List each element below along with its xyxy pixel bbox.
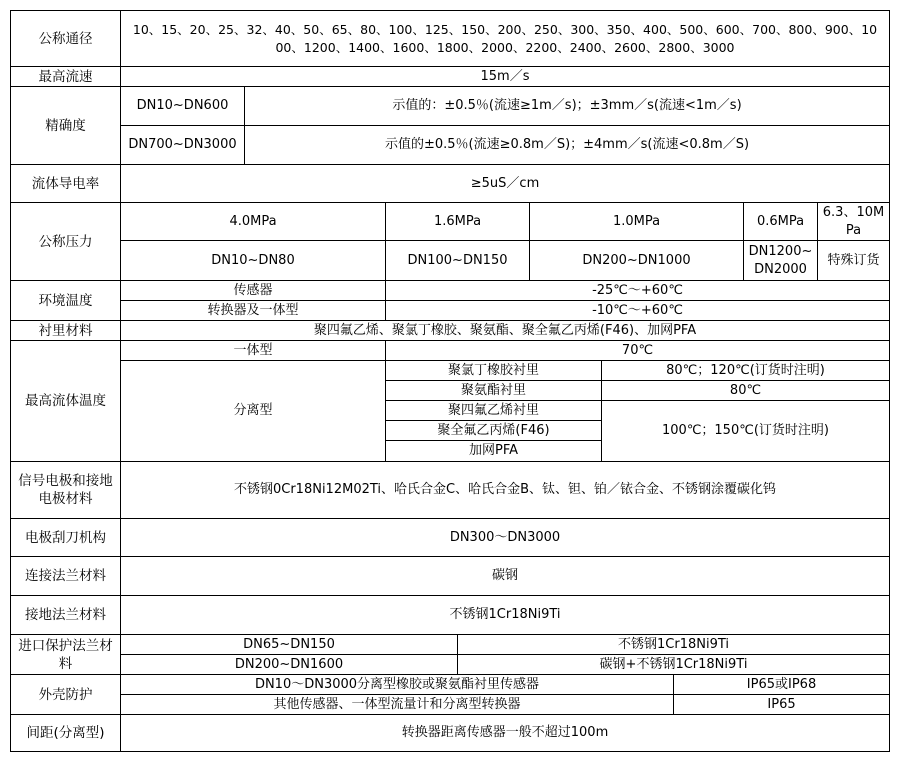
- distance-value: 转换器距离传感器一般不超过100m: [121, 715, 890, 752]
- separate-type: 分离型: [121, 361, 386, 462]
- ground-flange-material-value: 不锈钢1Cr18Ni9Ti: [121, 596, 890, 635]
- enclosure-item-1: DN10～DN3000分离型橡胶或聚氨酯衬里传感器: [121, 675, 674, 695]
- inlet-flange-range-1: DN65~DN150: [121, 635, 458, 655]
- accuracy-value-1: 示值的：±0.5％(流速≥1m／s)；±3mm／s(流速<1m／s): [245, 87, 890, 126]
- inlet-flange-value-2: 碳钢+不锈钢1Cr18Ni9Ti: [458, 655, 890, 675]
- max-flow-velocity-value: 15m／s: [121, 67, 890, 87]
- row-label-scraper: 电极刮刀机构: [10, 519, 121, 557]
- pressure-range-3: DN200~DN1000: [530, 241, 744, 281]
- scraper-value: DN300～DN3000: [121, 519, 890, 557]
- pressure-1-0: 1.0MPa: [530, 203, 744, 241]
- row-label-inlet-flange: 进口保护法兰材料: [10, 635, 121, 675]
- row-label-lining: 衬里材料: [10, 321, 121, 341]
- row-label-nominal-pressure: 公称压力: [10, 203, 121, 281]
- separate-lining-1: 聚氯丁橡胶衬里: [386, 361, 602, 381]
- row-label-flange-material: 连接法兰材料: [10, 557, 121, 596]
- row-label-accuracy: 精确度: [10, 87, 121, 165]
- separate-temp-3: 100℃；150℃(订货时注明): [602, 401, 890, 462]
- enclosure-value-1: IP65或IP68: [674, 675, 890, 695]
- row-label-ground-flange-material: 接地法兰材料: [10, 596, 121, 635]
- inlet-flange-value-1: 不锈钢1Cr18Ni9Ti: [458, 635, 890, 655]
- enclosure-item-2: 其他传感器、一体型流量计和分离型转换器: [121, 695, 674, 715]
- ambient-item-2: 转换器及一体型: [121, 301, 386, 321]
- pressure-0-6: 0.6MPa: [744, 203, 818, 241]
- accuracy-value-2: 示值的±0.5％(流速≥0.8m／S)；±4mm／s(流速<0.8m／S): [245, 126, 890, 165]
- pressure-range-5: 特殊订货: [818, 241, 890, 281]
- pressure-1-6: 1.6MPa: [386, 203, 530, 241]
- integrated-type: 一体型: [121, 341, 386, 361]
- conductivity-value: ≥5uS／cm: [121, 165, 890, 203]
- nominal-diameter-value: 10、15、20、25、32、40、50、65、80、100、125、150、200、250、300、350、400、500、600、700、800、900、1000、1200、1400、1600、1800、2000、2200、2400、2600、2800、3000: [121, 10, 890, 67]
- electrode-material-value: 不锈钢0Cr18Ni12M02Ti、哈氏合金C、哈氏合金B、钛、钽、铂／铱合金、不锈钢涂覆碳化钨: [121, 462, 890, 519]
- integrated-temp: 70℃: [386, 341, 890, 361]
- enclosure-value-2: IP65: [674, 695, 890, 715]
- row-label-max-fluid-temp: 最高流体温度: [10, 341, 121, 462]
- row-label-ambient-temp: 环境温度: [10, 281, 121, 321]
- separate-temp-1: 80℃；120℃(订货时注明): [602, 361, 890, 381]
- flange-material-value: 碳钢: [121, 557, 890, 596]
- lining-value: 聚四氟乙烯、聚氯丁橡胶、聚氨酯、聚全氟乙丙烯(F46)、加网PFA: [121, 321, 890, 341]
- separate-temp-2: 80℃: [602, 381, 890, 401]
- row-label-max-flow-velocity: 最高流速: [10, 67, 121, 87]
- ambient-value-1: -25℃～+60℃: [386, 281, 890, 301]
- separate-lining-5: 加网PFA: [386, 441, 602, 462]
- pressure-range-2: DN100~DN150: [386, 241, 530, 281]
- pressure-range-1: DN10~DN80: [121, 241, 386, 281]
- pressure-range-4: DN1200~DN2000: [744, 241, 818, 281]
- separate-lining-4: 聚全氟乙丙烯(F46): [386, 421, 602, 441]
- ambient-value-2: -10℃～+60℃: [386, 301, 890, 321]
- row-label-distance: 间距(分离型): [10, 715, 121, 752]
- accuracy-range-1: DN10~DN600: [121, 87, 245, 126]
- accuracy-range-2: DN700~DN3000: [121, 126, 245, 165]
- ambient-item-1: 传感器: [121, 281, 386, 301]
- row-label-conductivity: 流体导电率: [10, 165, 121, 203]
- separate-lining-2: 聚氨酯衬里: [386, 381, 602, 401]
- row-label-electrode-material: 信号电极和接地电极材料: [10, 462, 121, 519]
- pressure-6-3-10: 6.3、10MPa: [818, 203, 890, 241]
- row-label-enclosure: 外壳防护: [10, 675, 121, 715]
- inlet-flange-range-2: DN200~DN1600: [121, 655, 458, 675]
- pressure-4-0: 4.0MPa: [121, 203, 386, 241]
- separate-lining-3: 聚四氟乙烯衬里: [386, 401, 602, 421]
- row-label-nominal-diameter: 公称通径: [10, 10, 121, 67]
